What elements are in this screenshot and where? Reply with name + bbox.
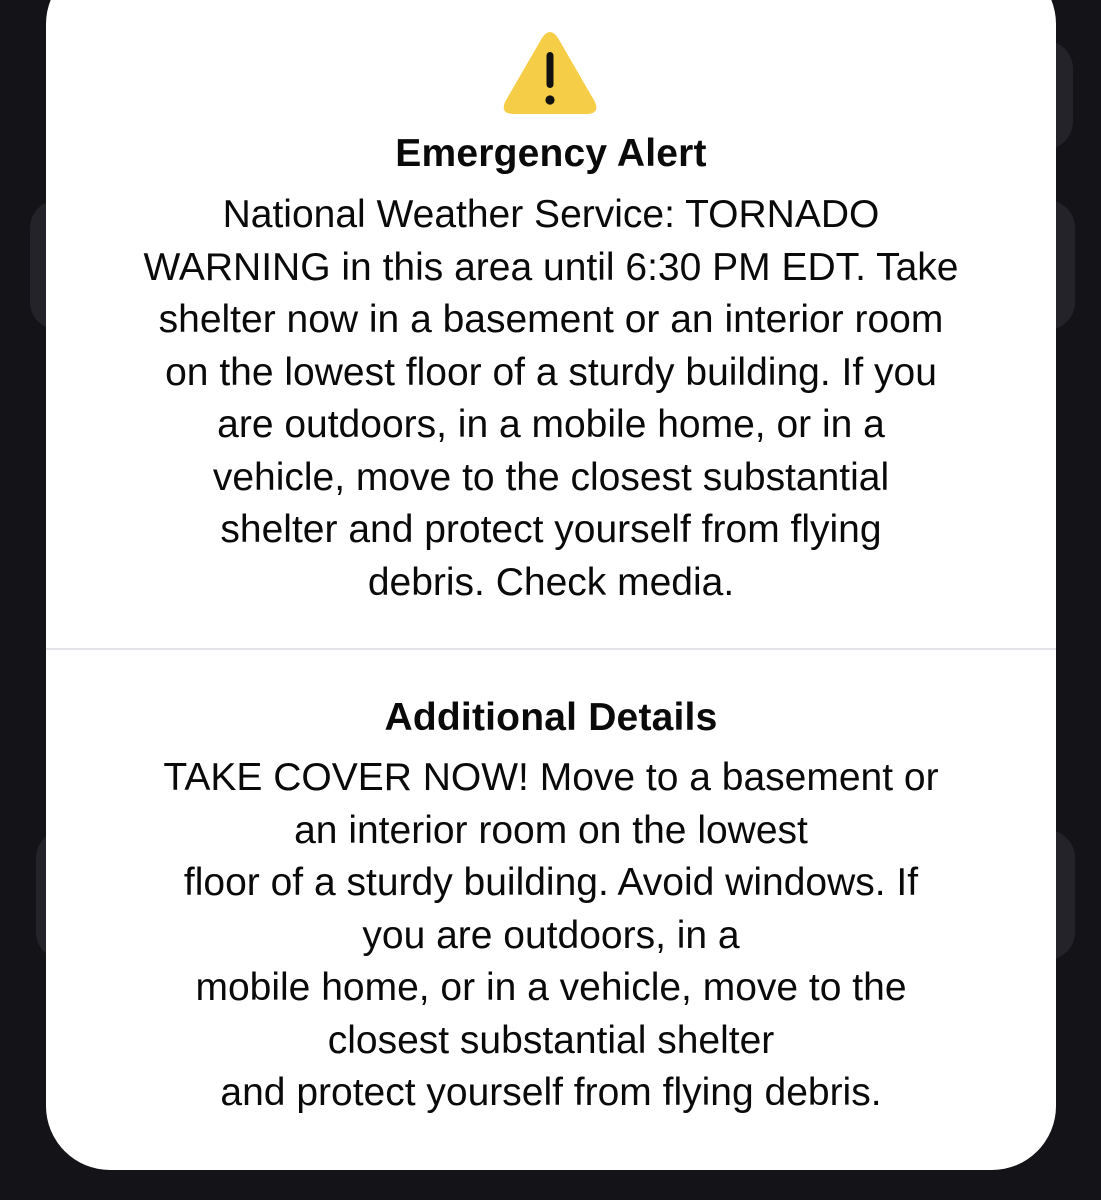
alert-message-line: debris. Check media.: [367, 560, 735, 604]
alert-message-line: National Weather Service: TORNADO: [222, 193, 880, 236]
details-title: Additional Details: [384, 696, 718, 739]
alert-message-line: are outdoors, in a mobile home, or in a: [217, 403, 885, 446]
emergency-alert-card[interactable]: [46, 0, 1056, 1170]
details-message-line: you are outdoors, in a: [362, 913, 740, 957]
details-message: [46, 752, 1056, 1120]
alert-message-line: shelter now in a basement or an interior room: [158, 298, 944, 341]
alert-message: [46, 189, 1056, 609]
alert-message-line: WARNING in this area until 6:30 PM EDT. Take: [143, 245, 959, 289]
alert-message-line: on the lowest floor of a sturdy building. If you: [165, 350, 937, 394]
section-divider: [46, 648, 1056, 650]
alert-message-line: shelter and protect yourself from flying: [220, 508, 882, 551]
details-message-line: an interior room on the lowest: [294, 808, 808, 852]
details-message-line: and protect yourself from flying debris.: [220, 1071, 882, 1114]
details-message-line: floor of a sturdy building. Avoid windows. If: [183, 861, 919, 904]
alert-message-line: vehicle, move to the closest substantial: [212, 455, 890, 499]
alert-title: Emergency Alert: [395, 132, 707, 175]
details-message-line: TAKE COVER NOW! Move to a basement or: [163, 756, 939, 799]
details-message-line: closest substantial shelter: [327, 1018, 775, 1062]
warning-triangle-icon: [502, 30, 598, 116]
details-message-line: mobile home, or in a vehicle, move to the: [195, 966, 907, 1009]
